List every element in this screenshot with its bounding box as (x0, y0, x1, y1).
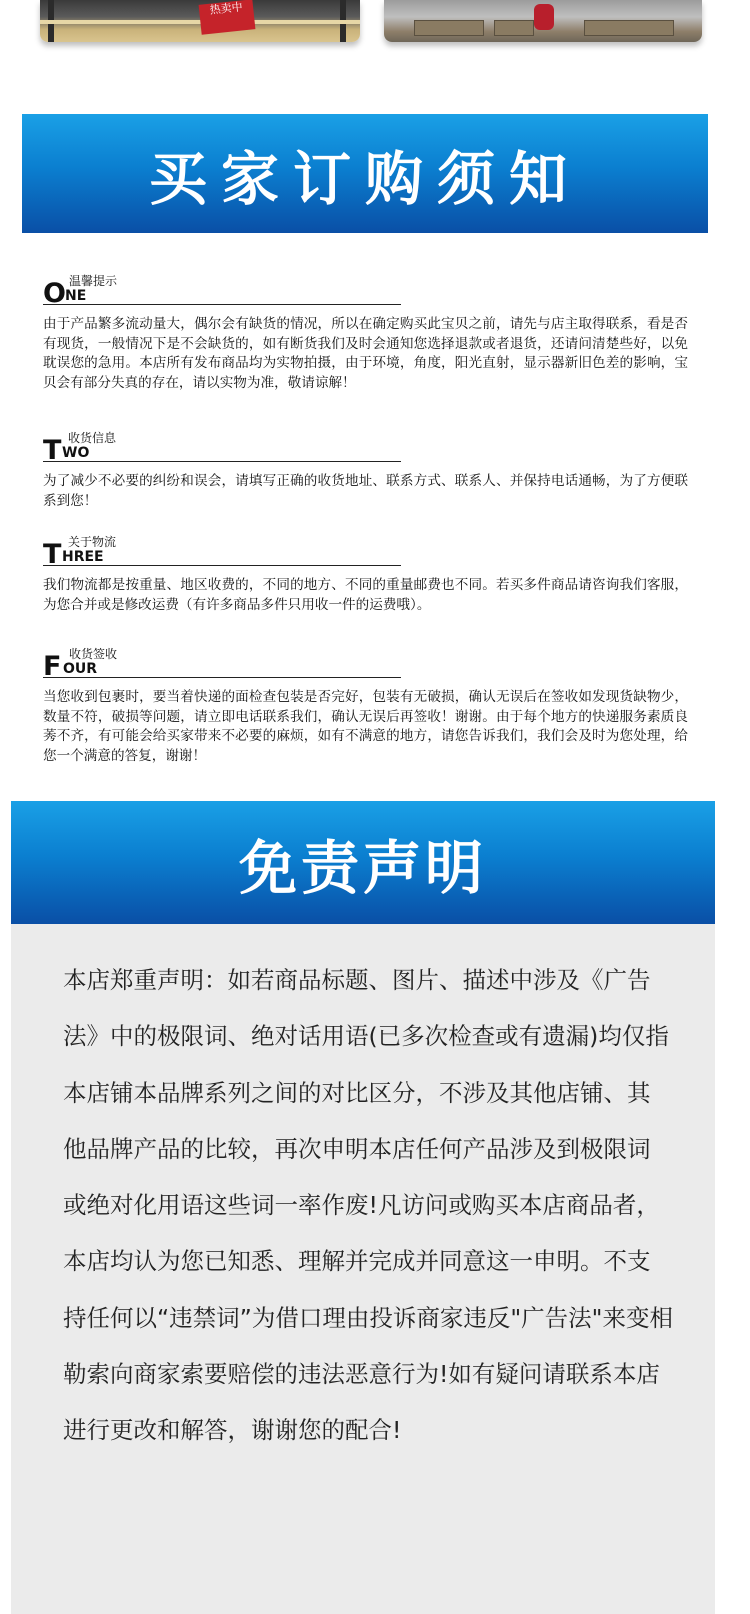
disclaimer-text: 本店郑重声明：如若商品标题、图片、描述中涉及《广告法》中的极限词、绝对话用语(已多次检查或有遗漏)均仅指本店铺本品牌系列之间的对比区分，不涉及其他店铺、其他品牌产品的比较，再次申明本店任何产品涉及到极限词或绝对化用语这些词一率作废!凡访问或购买本店商品者，本店均认为您已知悉、理解并完成并同意这一申明。不支持任何以“违禁词”为借口理由投诉商家违反"广告法"来变相勒索向商家索要赔偿的违法恶意行为!如有疑问请联系本店进行更改和解答，谢谢您的配合! (63, 966, 673, 1445)
notice-section-two (43, 432, 688, 511)
section-heading (43, 647, 401, 682)
section-number-word: HREE (62, 549, 104, 565)
section-number-word: NE (65, 288, 87, 304)
notice-section-one (43, 275, 688, 393)
carton-box (414, 20, 484, 36)
section-number-word: OUR (63, 661, 98, 677)
section-heading (43, 431, 401, 466)
disclaimer-banner (11, 801, 715, 924)
notice-section-three (43, 536, 688, 615)
section-label: 温馨提示 (69, 274, 118, 288)
section-initial: T (43, 539, 62, 570)
hot-sale-sign: 热卖中 (199, 0, 256, 35)
section-text: 我们物流都是按重量、地区收费的，不同的地方、不同的重量邮费也不同。若买多件商品请咨询我们客服，为您合并或是修改运费（有许多商品多件只用收一件的运费哦）。 (43, 577, 688, 613)
carton-box (584, 20, 674, 36)
section-label: 收货信息 (68, 431, 117, 445)
toy-figure (534, 4, 554, 30)
section-heading (43, 535, 401, 570)
section-initial: F (43, 651, 62, 682)
disclaimer-title: 免责声明 (238, 833, 487, 902)
notice-section-four (43, 648, 688, 766)
section-text: 由于产品繁多流动量大，偶尔会有缺货的情况，所以在确定购买此宝贝之前，请先与店主取得联系，看是否有现货，一般情况下是不会缺货的，如有断货我们及时会通知您选择退款或者退货，还请问清楚些好，以免耽误您的急用。本店所有发布商品均为实物拍摄，由于环境，角度，阳光直射，显示器新旧色差的影响，宝贝会有部分失真的存在，请以实物为准，敬请谅解！ (43, 316, 688, 391)
section-label: 收货签收 (69, 647, 118, 661)
section-text: 为了减少不必要的纠纷和误会，请填写正确的收货地址、联系方式、联系人、并保持电话通畅，为了方便联系到您！ (43, 473, 688, 509)
order-notice-banner (22, 114, 708, 233)
order-notice-title: 买家订购须知 (148, 144, 581, 213)
store-shelf-photo (40, 0, 360, 42)
section-label: 关于物流 (68, 535, 117, 549)
section-heading (43, 274, 401, 309)
section-number-word: WO (62, 445, 90, 461)
product-photo-strip (0, 0, 750, 62)
section-initial: T (43, 435, 62, 466)
disclaimer-panel (11, 924, 715, 1614)
section-initial: O (43, 278, 66, 309)
warehouse-photo (384, 0, 702, 42)
section-text: 当您收到包裹时，要当着快递的面检查包装是否完好，包装有无破损，确认无误后在签收如发现货缺物少，数量不符，破损等问题，请立即电话联系我们，确认无误后再签收！谢谢。由于每个地方的快递服务素质良莠不齐，有可能会给买家带来不必要的麻烦，如有不满意的地方，请您告诉我们，我们会及时为您处理，给您一个满意的答复，谢谢！ (43, 689, 688, 764)
carton-box (494, 20, 534, 36)
